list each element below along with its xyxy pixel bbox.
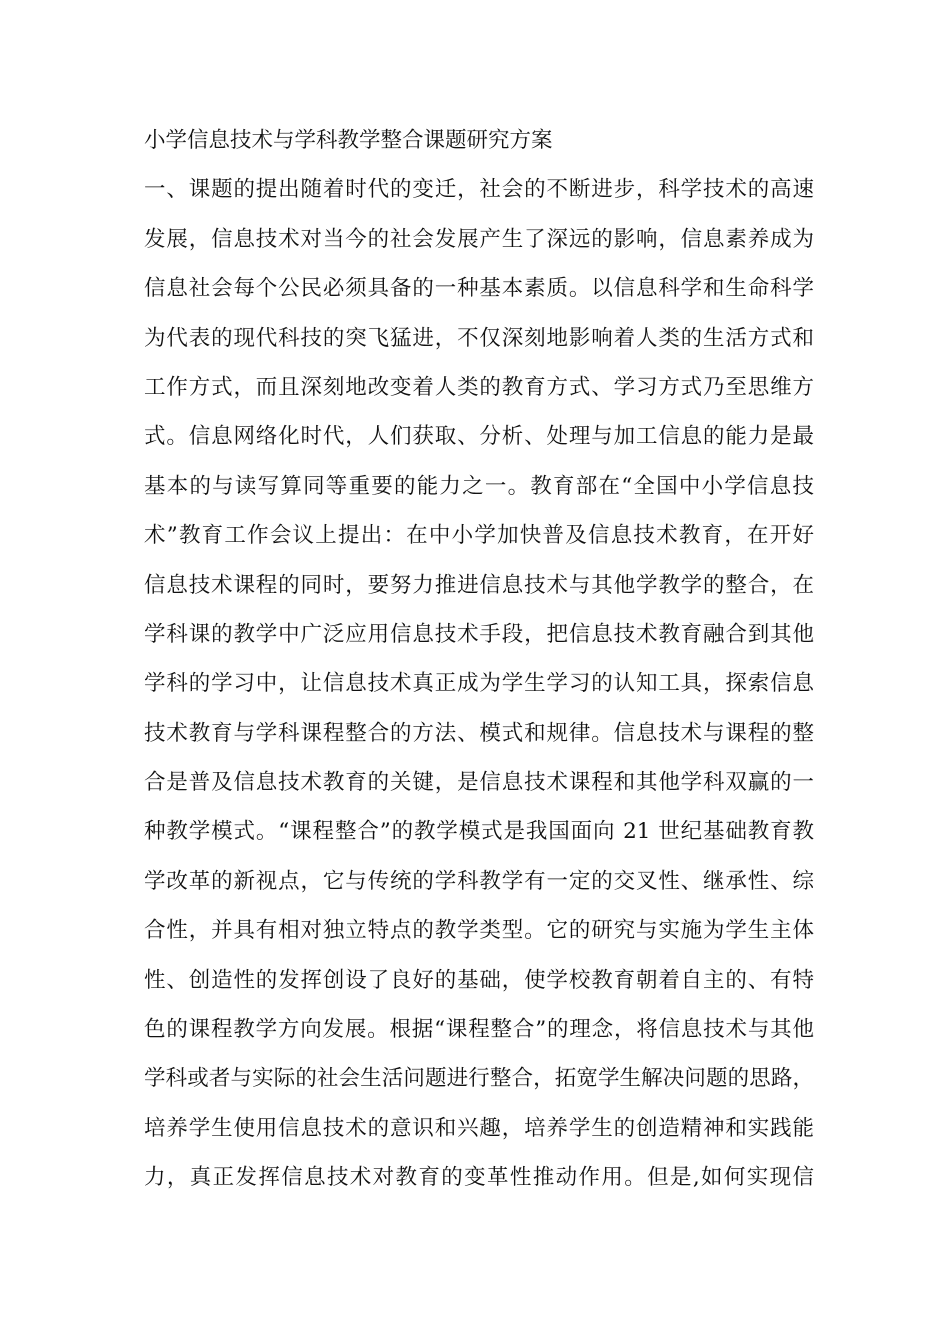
paragraph-line: 一、课题的提出随着时代的变迁，社会的不断进步，科学技术的高速 <box>144 177 814 203</box>
paragraph-line: 种教学模式。“课程整合”的教学模式是我国面向 21 世纪基础教育教 <box>144 819 814 845</box>
paragraph-line: 力，真正发挥信息技术对教育的变革性推动作用。但是,如何实现信 <box>144 1165 814 1191</box>
paragraph-line: 色的课程教学方向发展。根据“课程整合”的理念，将信息技术与其他 <box>144 1017 814 1043</box>
paragraph-line: 信息社会每个公民必须具备的一种基本素质。以信息科学和生命科学 <box>144 276 814 302</box>
paragraph-line: 合是普及信息技术教育的关键，是信息技术课程和其他学科双赢的一 <box>144 770 814 796</box>
paragraph-line: 发展，信息技术对当今的社会发展产生了深远的影响，信息素养成为 <box>144 226 814 252</box>
document-body <box>144 116 814 1203</box>
paragraph-line: 基本的与读写算同等重要的能力之一。教育部在“全国中小学信息技 <box>144 473 814 499</box>
paragraph-line: 学科的学习中，让信息技术真正成为学生学习的认知工具，探索信息 <box>144 671 814 697</box>
paragraph-line: 学改革的新视点，它与传统的学科教学有一定的交叉性、继承性、综 <box>144 868 814 894</box>
paragraph-line: 学科课的教学中广泛应用信息技术手段，把信息技术教育融合到其他 <box>144 621 814 647</box>
paragraph-line: 为代表的现代科技的突飞猛进，不仅深刻地影响着人类的生活方式和 <box>144 325 814 351</box>
paragraph-line: 技术教育与学科课程整合的方法、模式和规律。信息技术与课程的整 <box>144 720 814 746</box>
paragraph-line: 术”教育工作会议上提出：在中小学加快普及信息技术教育，在开好 <box>144 523 814 549</box>
paragraph-line: 信息技术课程的同时，要努力推进信息技术与其他学教学的整合，在 <box>144 572 814 598</box>
paragraph-line: 合性，并具有相对独立特点的教学类型。它的研究与实施为学生主体 <box>144 918 814 944</box>
document-title: 小学信息技术与学科教学整合课题研究方案 <box>144 128 553 153</box>
paragraph-line: 工作方式，而且深刻地改变着人类的教育方式、学习方式乃至思维方 <box>144 374 814 400</box>
paragraph-line: 培养学生使用信息技术的意识和兴趣，培养学生的创造精神和实践能 <box>144 1115 814 1141</box>
paragraph-line: 学科或者与实际的社会生活问题进行整合，拓宽学生解决问题的思路， <box>144 1066 814 1092</box>
paragraph-line: 性、创造性的发挥创设了良好的基础，使学校教育朝着自主的、有特 <box>144 967 814 993</box>
paragraph-line: 式。信息网络化时代，人们获取、分析、处理与加工信息的能力是最 <box>144 424 814 450</box>
